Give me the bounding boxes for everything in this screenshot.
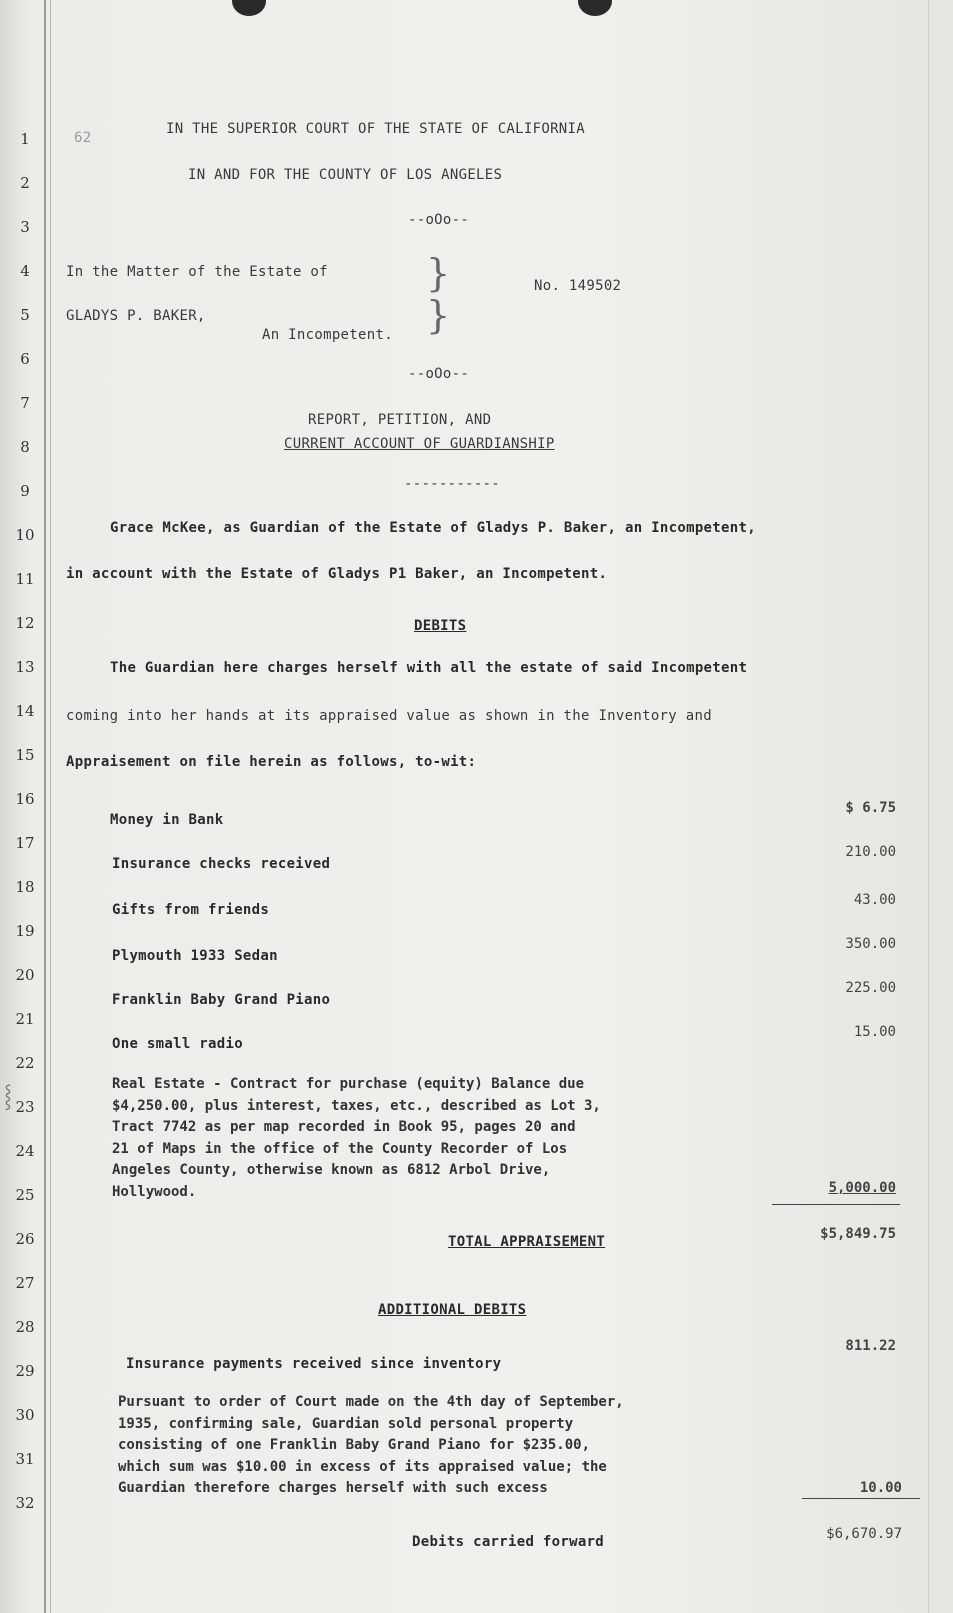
total-label: TOTAL APPRAISEMENT xyxy=(448,1234,606,1250)
item-amount: 210.00 xyxy=(845,844,896,860)
item-label: Plymouth 1933 Sedan xyxy=(112,948,278,964)
margin-rule xyxy=(44,0,46,1613)
carried-amount: $6,670.97 xyxy=(826,1526,902,1542)
item-label: Gifts from friends xyxy=(112,902,270,918)
line-number: 1 xyxy=(20,130,30,148)
item-amount: 350.00 xyxy=(845,936,896,952)
line-number: 4 xyxy=(20,262,30,280)
line-number: 28 xyxy=(15,1318,35,1336)
line-number: 8 xyxy=(20,438,30,456)
line-number: 18 xyxy=(15,878,35,896)
line-number: 19 xyxy=(15,922,35,940)
debits-heading: DEBITS xyxy=(414,618,467,634)
document-title: REPORT, PETITION, AND xyxy=(308,412,492,428)
item-amount: 225.00 xyxy=(845,980,896,996)
additional-heading: ADDITIONAL DEBITS xyxy=(378,1302,527,1318)
court-title: IN THE SUPERIOR COURT OF THE STATE OF CALIFORNIA xyxy=(166,121,585,137)
line-number: 24 xyxy=(15,1142,35,1160)
intro-line: in account with the Estate of Gladys P1 Baker, an Incompetent. xyxy=(66,566,608,582)
sum-rule xyxy=(802,1498,920,1499)
ward-name: GLADYS P. BAKER, xyxy=(66,308,206,324)
line-number: 31 xyxy=(15,1450,35,1468)
margin-rule xyxy=(50,0,51,1613)
ward-status: An Incompetent. xyxy=(262,327,393,343)
real-estate-amount: 5,000.00 xyxy=(828,1180,896,1196)
additional-insurance-amount: 811.22 xyxy=(845,1338,896,1354)
matter-line: In the Matter of the Estate of xyxy=(66,264,328,280)
line-number: 12 xyxy=(15,614,35,632)
document-subtitle: CURRENT ACCOUNT OF GUARDIANSHIP xyxy=(284,436,555,452)
line-number: 22 xyxy=(15,1054,35,1072)
line-number: 30 xyxy=(15,1406,35,1424)
caption-brace: } xyxy=(426,293,451,337)
line-number: 10 xyxy=(15,526,35,544)
line-number: 25 xyxy=(15,1186,35,1204)
line-number: 15 xyxy=(15,746,35,764)
separator: --oOo-- xyxy=(408,212,470,228)
item-label: One small radio xyxy=(112,1036,243,1052)
handwritten-mark: ⸾ xyxy=(4,1084,12,1109)
total-amount: $5,849.75 xyxy=(820,1226,896,1242)
separator: --oOo-- xyxy=(408,366,470,382)
real-estate-description: Real Estate - Contract for purchase (equity) Balance due $4,250.00, plus interest, taxes, etc., described as Lot 3, Tract 7742 as per map recorded in Book 95, pages 20 and 21 of Maps in the office of the County Recorder of Los Angeles County, otherwise known as 6812 Arbol Drive, Hollywood. xyxy=(112,1076,601,1200)
item-label: Money in Bank xyxy=(110,812,224,828)
pursuant-amount: 10.00 xyxy=(859,1480,902,1496)
line-number: 3 xyxy=(20,218,30,236)
item-label: Insurance checks received xyxy=(112,856,331,872)
carried-label: Debits carried forward xyxy=(412,1534,605,1550)
case-number: No. 149502 xyxy=(534,278,622,294)
item-label: Franklin Baby Grand Piano xyxy=(112,992,331,1008)
line-number: 23 xyxy=(15,1098,35,1116)
line-number: 6 xyxy=(20,350,30,368)
charges-line: coming into her hands at its appraised value as shown in the Inventory and xyxy=(66,708,712,724)
line-number: 14 xyxy=(15,702,35,720)
line-number: 17 xyxy=(15,834,35,852)
file-mark: 62 xyxy=(74,130,92,146)
caption-brace: } xyxy=(426,251,451,295)
line-number: 32 xyxy=(15,1494,35,1512)
margin-rule-right xyxy=(928,0,929,1613)
pursuant-paragraph: Pursuant to order of Court made on the 4th day of September, 1935, confirming sale, Guardian sold personal property consisting of one Franklin Baby Grand Piano for $235.00, which sum was $10.00 in excess of its appraised value; the Guardian therefore charges herself with such excess xyxy=(118,1394,624,1496)
item-amount: 15.00 xyxy=(853,1024,896,1040)
title-underline: ----------- xyxy=(404,476,501,492)
line-number: 21 xyxy=(15,1010,35,1028)
item-amount: 43.00 xyxy=(853,892,896,908)
item-amount: $ 6.75 xyxy=(845,800,896,816)
court-county: IN AND FOR THE COUNTY OF LOS ANGELES xyxy=(188,167,503,183)
line-number: 13 xyxy=(15,658,35,676)
line-number: 26 xyxy=(15,1230,35,1248)
line-number: 2 xyxy=(20,174,30,192)
line-number: 29 xyxy=(15,1362,35,1380)
sum-rule xyxy=(772,1204,900,1205)
line-number: 11 xyxy=(15,570,35,588)
additional-insurance-label: Insurance payments received since inventory xyxy=(126,1356,502,1372)
line-number: 16 xyxy=(15,790,35,808)
line-number: 20 xyxy=(15,966,35,984)
punch-hole xyxy=(578,0,612,16)
line-number: 5 xyxy=(20,306,30,324)
intro-line: Grace McKee, as Guardian of the Estate of Gladys P. Baker, an Incompetent, xyxy=(110,520,756,536)
punch-hole xyxy=(232,0,266,16)
line-number: 9 xyxy=(20,482,30,500)
charges-line: Appraisement on file herein as follows, to-wit: xyxy=(66,754,477,770)
line-number: 27 xyxy=(15,1274,35,1292)
charges-line: The Guardian here charges herself with all the estate of said Incompetent xyxy=(110,660,748,676)
line-number: 7 xyxy=(20,394,30,412)
